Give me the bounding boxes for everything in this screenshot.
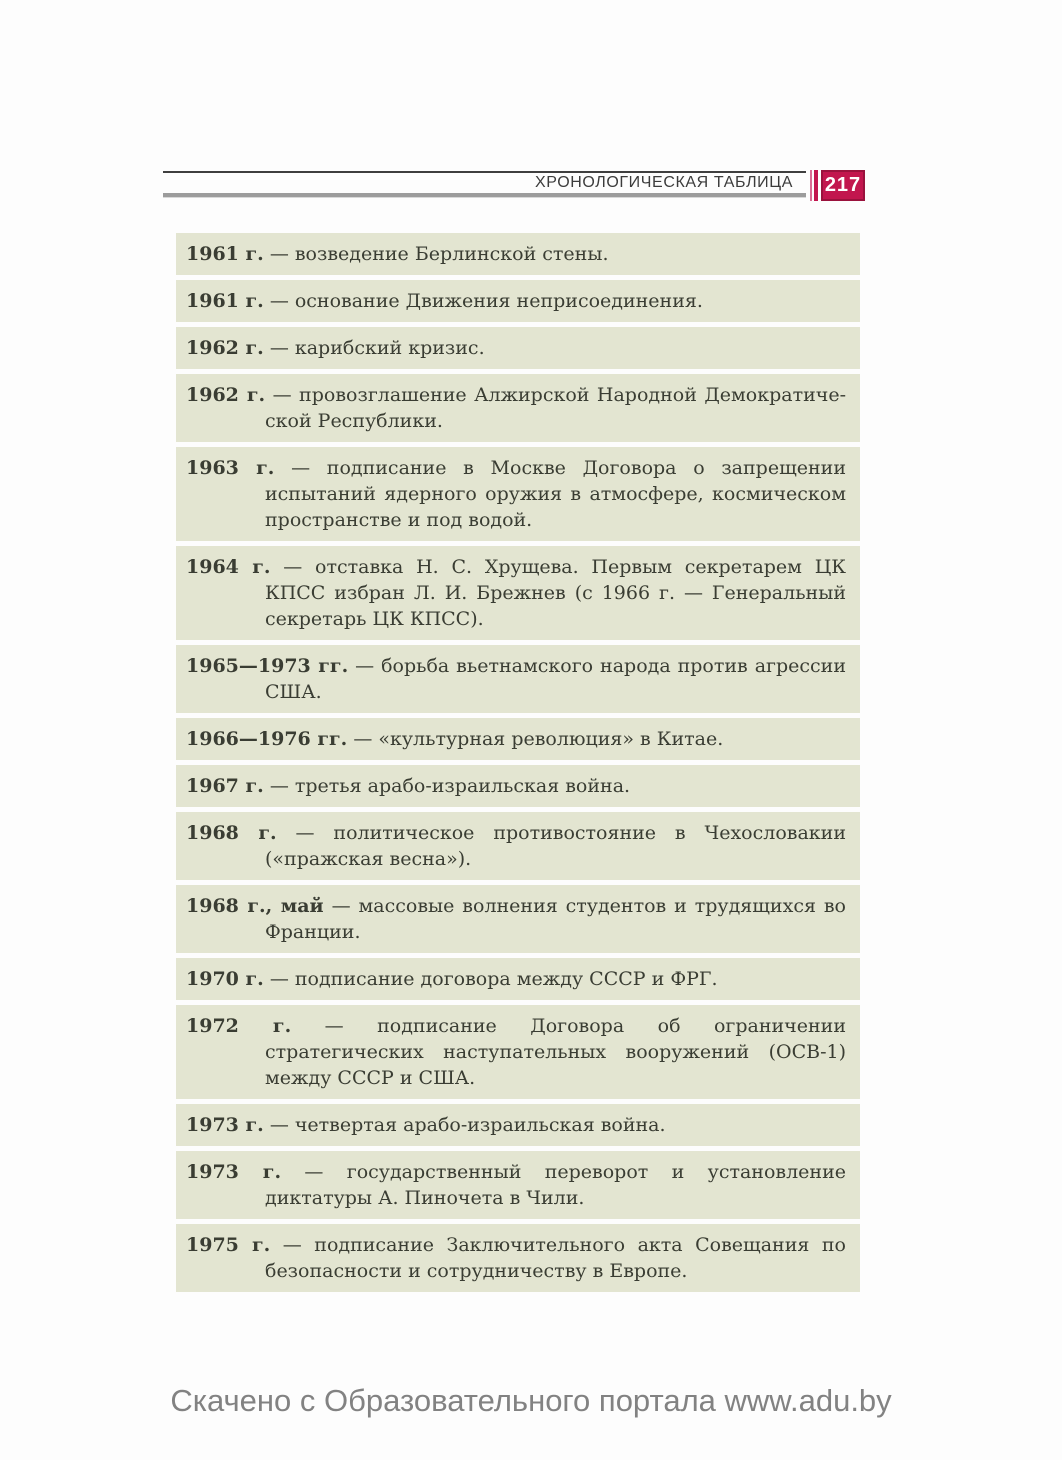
entry-text: — основание Движения неприсоединения. [269,290,703,312]
entry-year: 1962 г. [186,337,264,359]
chronology-list [176,233,860,1297]
entry-text: — отставка Н. С. Хрущева. Первым секретарем ЦК КПСС избран Л. И. Брежнев (с 1966 г. — Генеральный секретарь ЦК КПСС). [265,556,846,630]
decorative-bar-icon [810,170,812,201]
entry-text: — политическое противостояние в Чехословакии («пражская весна»). [265,822,846,870]
entry-year: 1961 г. [186,290,264,312]
page-number: 217 [821,170,865,201]
page-number-badge [810,170,865,201]
entry-text: — карибский кризис. [269,337,485,359]
timeline-entry [176,645,860,713]
entry-year: 1970 г. [186,968,264,990]
running-header-title: ХРОНОЛОГИЧЕСКАЯ ТАБЛИЦА [535,174,793,191]
entry-year: 1968 г. [186,822,277,844]
entry-text: — провозглашение Алжирской Народной Демократической Республики. [265,384,846,432]
entry-year: 1964 г. [186,556,271,578]
timeline-entry [176,765,860,807]
entry-text: — подписание договора между СССР и ФРГ. [269,968,718,990]
header-rule-top [163,171,806,173]
entry-text: — «культурная революция» в Китае. [353,728,724,750]
timeline-entry [176,280,860,322]
entry-text: — подписание Договора об ограничении стратегических наступательных вооружений (ОСВ-1) между СССР и США. [265,1015,846,1089]
entry-text: — третья арабо-израильская война. [269,775,631,797]
decorative-bar-icon [814,170,818,201]
timeline-entry [176,1104,860,1146]
entry-year: 1973 г. [186,1161,282,1183]
timeline-entry [176,718,860,760]
timeline-entry [176,1151,860,1219]
entry-year: 1963 г. [186,457,275,479]
entry-text: — государственный переворот и установление диктатуры А. Пиночета в Чили. [265,1161,846,1209]
entry-year: 1967 г. [186,775,264,797]
entry-year: 1962 г. [186,384,266,406]
entry-text: — четвертая арабо-израильская война. [269,1114,666,1136]
timeline-entry [176,1005,860,1099]
timeline-entry [176,233,860,275]
entry-year: 1975 г. [186,1234,271,1256]
entry-year: 1961 г. [186,243,264,265]
timeline-entry [176,447,860,541]
entry-text: — массовые волнения студентов и трудящихся во Франции. [265,895,846,943]
entry-text: — подписание в Москве Договора о запрещении испытаний ядерного оружия в атмосфере, космическом пространстве и под водой. [265,457,846,531]
timeline-entry [176,958,860,1000]
timeline-entry [176,374,860,442]
entry-year: 1973 г. [186,1114,264,1136]
entry-text: — возведение Берлинской стены. [269,243,609,265]
entry-year: 1965—1973 гг. [186,655,349,677]
entry-year: 1966—1976 гг. [186,728,348,750]
entry-text: — подписание Заключительного акта Совещания по безопасности и сотрудничеству в Европе. [265,1234,846,1282]
entry-year: 1968 г., май [186,895,324,917]
entry-text: — борьба вьетнамского народа против агрессии США. [265,655,846,703]
watermark-text: Скачено с Образовательного портала www.adu.by [170,1383,892,1418]
timeline-entry [176,546,860,640]
timeline-entry [176,327,860,369]
entry-year: 1972 г. [186,1015,292,1037]
timeline-entry [176,1224,860,1292]
timeline-entry [176,885,860,953]
header-rule-bottom [163,193,806,197]
timeline-entry [176,812,860,880]
